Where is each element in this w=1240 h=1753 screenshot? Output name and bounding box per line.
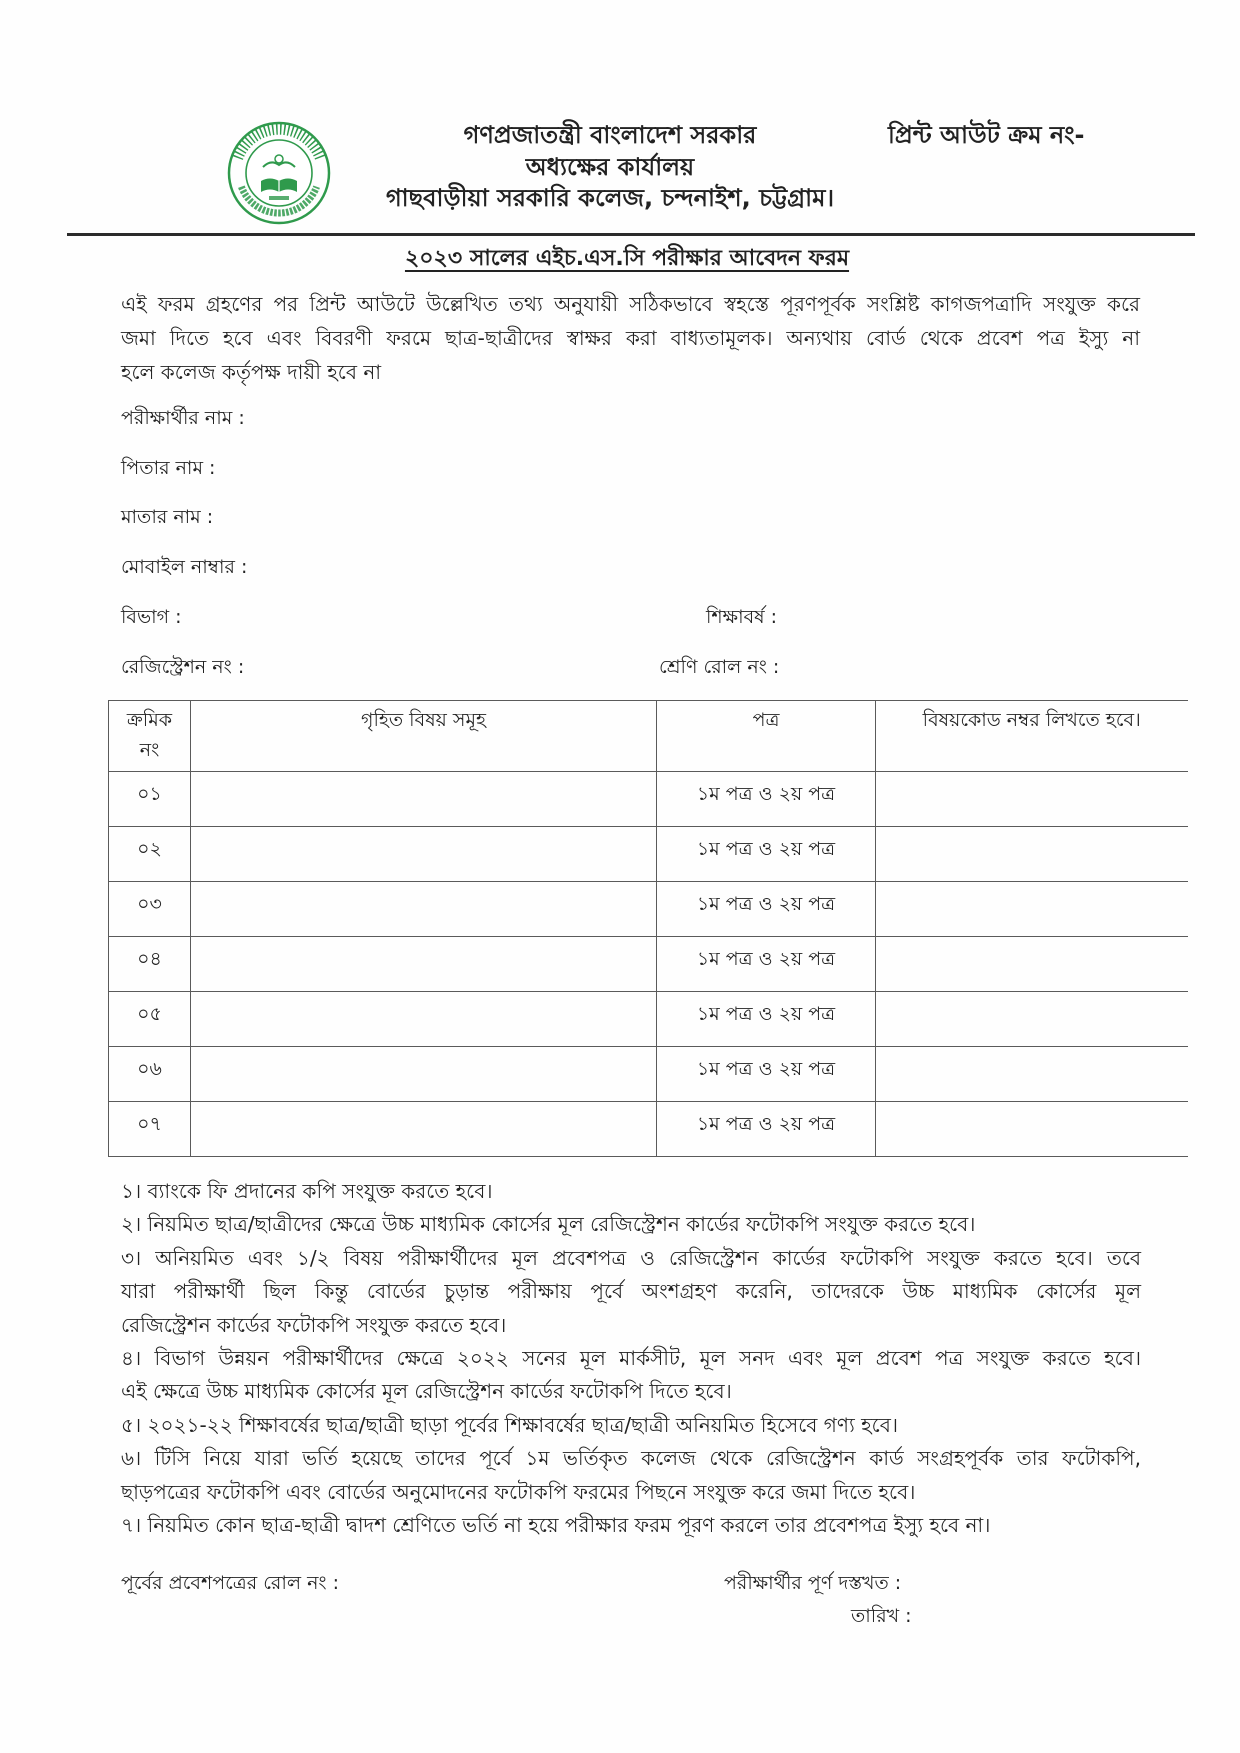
date-label: তারিখ : (851, 1605, 912, 1627)
paper-header (657, 701, 876, 772)
serial-cell (109, 992, 191, 1047)
note-3-line-2: যারা পরীক্ষার্থী ছিল কিন্তু বোর্ডের চুড়ান্ত পরীক্ষায় পূর্বে অংশগ্রহণ করেনি, তাদেরকে উচ্চ মাধ্যমিক কোর্সের মূল (121, 1279, 1141, 1304)
serial-header-line-2: নং (139, 739, 160, 761)
subject-code-cell (876, 1047, 1188, 1102)
serial-cell (109, 882, 191, 937)
subject-cell (191, 1102, 657, 1157)
note-5: ৫। ২০২১-২২ শিক্ষাবর্ষের ছাত্র/ছাত্রী ছাড়া পূর্বের শিক্ষাবর্ষের ছাত্র/ছাত্রী অনিয়মিত হিসেবে গণ্য হবে। (121, 1412, 898, 1437)
subject-code-header (876, 701, 1188, 772)
table-row (109, 1047, 1188, 1102)
mother-name-label: মাতার নাম : (121, 506, 214, 528)
paper-value: ১ম পত্র ও ২য় পত্র (696, 1003, 836, 1025)
examinee-name-label: পরীক্ষার্থীর নাম : (121, 407, 245, 429)
subject-cell (191, 1047, 657, 1102)
table-row (109, 992, 1188, 1047)
signature-label: পরীক্ষার্থীর পূর্ণ দস্তখত : (724, 1572, 902, 1594)
subject-cell (191, 882, 657, 937)
father-name-label: পিতার নাম : (121, 457, 216, 479)
subject-code-cell (876, 992, 1188, 1047)
serial-value: ০১ (137, 783, 162, 805)
group-label: বিভাগ : (121, 606, 182, 628)
table-row (109, 882, 1188, 937)
paper-cell (657, 992, 876, 1047)
class-roll-label: শ্রেণি রোল নং : (659, 656, 780, 678)
note-4-line-1: ৪। বিভাগ উন্নয়ন পরীক্ষার্থীদের ক্ষেত্রে ২০২২ সনের মূল মার্কসীট, মূল সনদ এবং মূল প্রবেশ পত্র সংযুক্ত করতে হবে। (121, 1346, 1141, 1371)
college-name: গাছবাড়ীয়া সরকারি কলেজ, চন্দনাইশ, চট্টগ্রাম। (385, 184, 835, 212)
notes-list (121, 1175, 1141, 1542)
note-7: ৭। নিয়মিত কোন ছাত্র-ছাত্রী দ্বাদশ শ্রেণিতে ভর্তি না হয়ে পরীক্ষার ফরম পূরণ করলে তার প্রবেশপত্র ইস্যু হবে না। (121, 1513, 991, 1538)
serial-header-line-1: ক্রমিক (126, 709, 173, 731)
subject-cell (191, 772, 657, 827)
paper-value: ১ম পত্র ও ২য় পত্র (696, 893, 836, 915)
paper-value: ১ম পত্র ও ২য় পত্র (696, 838, 836, 860)
table-row (109, 1102, 1188, 1157)
table-header-row (109, 701, 1188, 772)
serial-cell (109, 772, 191, 827)
paper-value: ১ম পত্র ও ২য় পত্র (696, 948, 836, 970)
serial-cell (109, 1102, 191, 1157)
instruction-line-3: হলে কলেজ কর্তৃপক্ষ দায়ী হবে না (121, 360, 382, 384)
subjects-table (108, 700, 1188, 1157)
mobile-number-label: মোবাইল নাম্বার : (121, 556, 248, 578)
subject-code-header-text: বিষয়কোড নম্বর লিখতে হবে। (922, 709, 1141, 731)
subject-code-cell (876, 882, 1188, 937)
note-6-line-2: ছাড়পত্রের ফটোকপি এবং বোর্ডের অনুমোদনের ফটোকপি ফরমের পিছনে সংযুক্ত করে জমা দিতে হবে। (121, 1479, 916, 1504)
header-divider (67, 233, 1195, 236)
subject-code-cell (876, 1102, 1188, 1157)
instructions-paragraph (121, 287, 1140, 389)
serial-value: ০৫ (137, 1003, 162, 1025)
table-row (109, 827, 1188, 882)
note-3-line-3: রেজিস্ট্রেশন কার্ডের ফটোকপি সংযুক্ত করতে হবে। (121, 1312, 507, 1337)
paper-value: ১ম পত্র ও ২য় পত্র (696, 1058, 836, 1080)
form-title: ২০২৩ সালের এইচ.এস.সি পরীক্ষার আবেদন ফরম (404, 246, 850, 271)
table-row (109, 772, 1188, 827)
college-seal-icon (227, 121, 331, 225)
subject-cell (191, 827, 657, 882)
paper-cell (657, 937, 876, 992)
serial-value: ০৬ (137, 1058, 162, 1080)
subjects-header (191, 701, 657, 772)
paper-cell (657, 827, 876, 882)
note-1: ১। ব্যাংকে ফি প্রদানের কপি সংযুক্ত করতে হবে। (121, 1179, 493, 1203)
college-seal-graphic (227, 121, 331, 225)
note-6-line-1: ৬। টিসি নিয়ে যারা ভর্তি হয়েছে তাদের পূর্বে ১ম ভর্তিকৃত কলেজ থেকে রেজিস্ট্রেশন কার্ড সংগ্রহপূর্বক তার ফটোকপি, (121, 1446, 1141, 1471)
serial-value: ০২ (137, 838, 162, 860)
subject-cell (191, 937, 657, 992)
previous-roll-label: পূর্বের প্রবেশপত্রের রোল নং : (121, 1572, 340, 1594)
session-label: শিক্ষাবর্ষ : (706, 606, 778, 628)
table-row (109, 937, 1188, 992)
paper-cell (657, 772, 876, 827)
note-4-line-2: এই ক্ষেত্রে উচ্চ মাধ্যমিক কোর্সের মূল রেজিস্ট্রেশন কার্ডের ফটোকপি দিতে হবে। (121, 1379, 732, 1404)
note-2: ২। নিয়মিত ছাত্র/ছাত্রীদের ক্ষেত্রে উচ্চ মাধ্যমিক কোর্সের মূল রেজিস্ট্রেশন কার্ডের ফটোকপি সংযুক্ত করতে হবে। (121, 1212, 976, 1237)
serial-value: ০৭ (137, 1113, 162, 1135)
serial-value: ০৪ (137, 948, 162, 970)
subject-code-cell (876, 937, 1188, 992)
paper-cell (657, 1102, 876, 1157)
government-title: গণপ্রজাতন্ত্রী বাংলাদেশ সরকার (463, 121, 757, 149)
serial-value: ০৩ (137, 893, 162, 915)
registration-number-label: রেজিস্ট্রেশন নং : (121, 656, 245, 678)
serial-cell (109, 827, 191, 882)
note-3-line-1: ৩। অনিয়মিত এবং ১/২ বিষয় পরীক্ষার্থীদের মূল প্রবেশপত্র ও রেজিস্ট্রেশন কার্ডের ফটোকপি সংযুক্ত করতে হবে। তবে (121, 1245, 1141, 1270)
serial-cell (109, 1047, 191, 1102)
paper-value: ১ম পত্র ও ২য় পত্র (696, 1113, 836, 1135)
paper-value: ১ম পত্র ও ২য় পত্র (696, 783, 836, 805)
seal-banner (269, 196, 289, 200)
subject-cell (191, 992, 657, 1047)
print-serial-label: প্রিন্ট আউট ক্রম নং- (888, 121, 1085, 149)
instruction-line-2: জমা দিতে হবে এবং বিবরণী ফরমে ছাত্র-ছাত্রীদের স্বাক্ষর করা বাধ্যতামূলক। অন্যথায় বোর্ড থেকে প্রবেশ পত্র ইস্যু না (121, 326, 1140, 350)
instruction-line-1: এই ফরম গ্রহণের পর প্রিন্ট আউটে উল্লেখিত তথ্য অনুযায়ী সঠিকভাবে স্বহস্তে পূরণপূর্বক সংশ্লিষ্ট কাগজপত্রাদি সংযুক্ত করে (121, 292, 1140, 316)
subject-code-cell (876, 772, 1188, 827)
subject-code-cell (876, 827, 1188, 882)
paper-header-text: পত্র (752, 709, 780, 731)
serial-header (109, 701, 191, 772)
serial-cell (109, 937, 191, 992)
paper-cell (657, 882, 876, 937)
header-block (360, 120, 860, 215)
paper-cell (657, 1047, 876, 1102)
office-title: অধ্যক্ষের কার্যালয় (525, 152, 695, 181)
subjects-header-text: গৃহিত বিষয় সমূহ (361, 709, 486, 731)
